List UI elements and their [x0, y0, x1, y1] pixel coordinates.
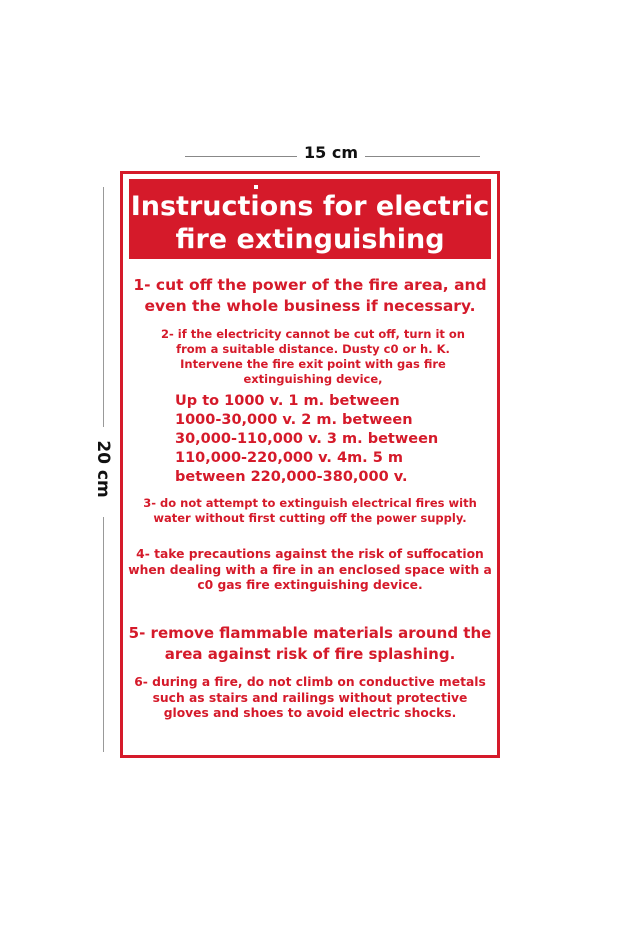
banner-dot — [254, 185, 258, 189]
sign-title-line-1: Instructions for electric — [130, 191, 490, 222]
sign-title-line-2: fire extinguishing — [175, 224, 445, 255]
instruction-6: 6- during a fire, do not climb on conductive metals such as stairs and railings without protective gloves and shoes to avoid electric shocks. — [134, 675, 486, 720]
instruction-4: 4- take precautions against the risk of suffocation when dealing with a fire in an enclosed space with a c0 gas fire extinguishing device. — [128, 547, 492, 592]
instruction-3: 3- do not attempt to extinguish electrical fires with water without first cutting off the power supply. — [143, 496, 477, 525]
width-dimension-line-right — [365, 156, 480, 157]
height-dimension-label: 20 cm — [93, 440, 113, 498]
distance-line: 30,000-110,000 v. 3 m. between — [175, 431, 439, 447]
instruction-5: 5- remove flammable materials around the area against risk of fire splashing. — [128, 624, 492, 663]
width-dimension-label: 15 cm — [304, 143, 358, 162]
instruction-sign — [120, 171, 500, 758]
distance-table — [175, 392, 485, 487]
width-dimension-line-left — [185, 156, 297, 157]
instruction-1: 1- cut off the power of the fire area, and even the whole business if necessary. — [133, 276, 487, 315]
distance-line: between 220,000-380,000 v. — [175, 469, 408, 485]
height-dimension-line-bottom — [103, 517, 104, 752]
distance-line: Up to 1000 v. 1 m. between — [175, 393, 400, 409]
instruction-2: 2- if the electricity cannot be cut off, turn it on from a suitable distance. Dusty c0 or h. K. Intervene the fire exit point with gas fire extinguishing device, — [161, 327, 465, 386]
height-dimension — [80, 187, 120, 752]
distance-line: 1000-30,000 v. 2 m. between — [175, 412, 413, 428]
height-dimension-line-top — [103, 187, 104, 427]
width-dimension — [185, 143, 480, 163]
distance-line: 110,000-220,000 v. 4m. 5 m — [175, 450, 403, 466]
sign-title-banner — [129, 179, 491, 259]
